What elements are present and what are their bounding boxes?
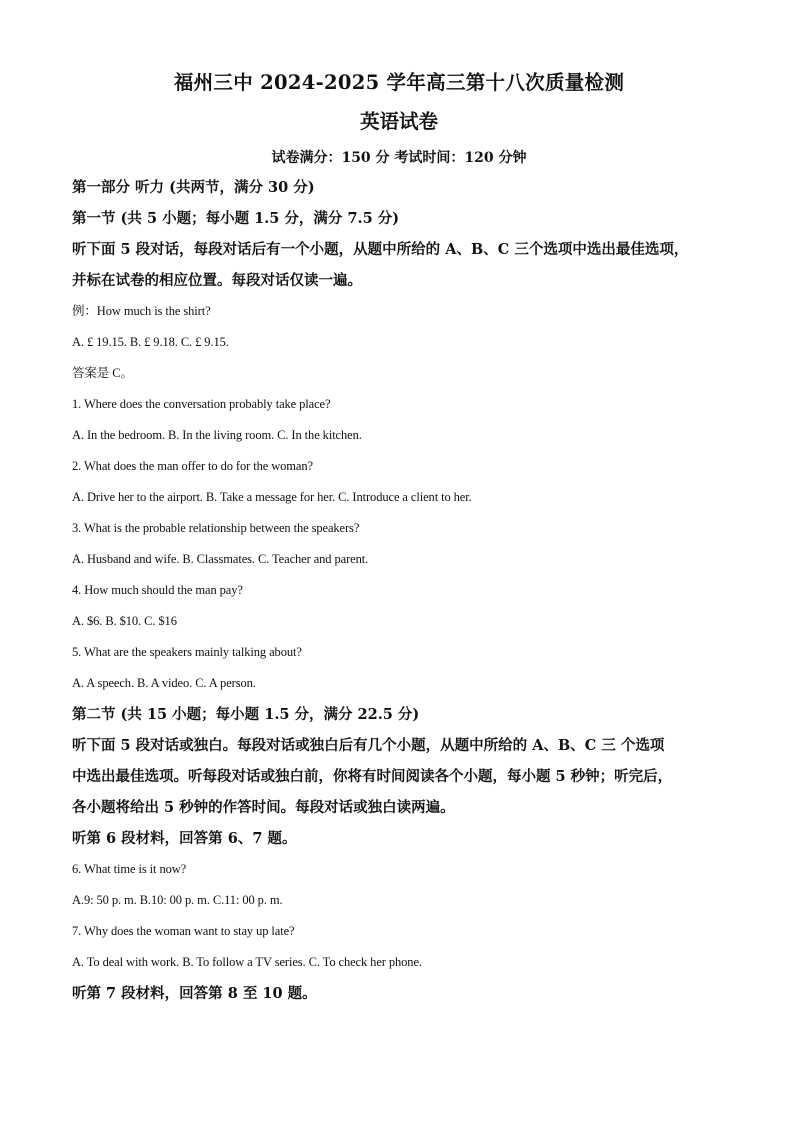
question-text: 3. What is the probable relationship between the speakers? [72,521,360,535]
section2-instruction-line: 中选出最佳选项。听每段对话或独白前，你将有时间阅读各个小题，每小题 5 秒钟；听完后， [72,768,673,785]
exam-info: 试卷满分：150 分 考试时间：120 分钟 [271,150,527,166]
section1-instruction-line: 听下面 5 段对话，每段对话后有一个小题，从题中所给的 A、B、C 三个选项中选出最佳选项， [72,241,689,258]
question-options: A. To deal with work. B. To follow a TV series. C. To check her phone. [72,955,422,969]
exam-title: 福州三中 2024-2025 学年高三第十八次质量检测 [173,71,625,94]
section1-heading: 第一节 (共 5 小题；每小题 1.5 分，满分 7.5 分) [72,210,400,227]
section2-instruction-line: 各小题将给出 5 秒钟的作答时间。每段对话或独白读两遍。 [72,799,455,816]
question-text: 5. What are the speakers mainly talking about? [72,645,302,659]
example-options: A. £ 19.15. B. £ 9.18. C. £ 9.15. [72,335,229,349]
question-text: 4. How much should the man pay? [72,583,243,597]
dialogue6-heading: 听第 6 段材料，回答第 6、7 题。 [72,830,297,847]
section1-instruction-line: 并标在试卷的相应位置。每段对话仅读一遍。 [72,272,362,289]
question-options: A. In the bedroom. B. In the living room. C. In the kitchen. [72,428,362,442]
question-text: 7. Why does the woman want to stay up late? [72,924,295,938]
question-options: A. Drive her to the airport. B. Take a message for her. C. Introduce a client to her. [72,490,472,504]
exam-subtitle: 英语试卷 [359,110,438,133]
question-text: 1. Where does the conversation probably take place? [72,397,331,411]
section2-instruction-line: 听下面 5 段对话或独白。每段对话或独白后有几个小题，从题中所给的 A、B、C 三 个选项 [72,737,665,754]
example-answer: 答案是 C。 [72,366,133,380]
question-options: A. $6. B. $10. C. $16 [72,614,177,628]
question-text: 6. What time is it now? [72,862,187,876]
question-text: 2. What does the man offer to do for the woman? [72,459,313,473]
example-question: 例：How much is the shirt? [72,304,211,318]
section2-heading: 第二节 (共 15 小题；每小题 1.5 分，满分 22.5 分) [72,706,420,723]
part1-heading: 第一部分 听力 (共两节，满分 30 分) [72,179,315,196]
question-options: A. Husband and wife. B. Classmates. C. Teacher and parent. [72,552,369,566]
question-options: A.9: 50 p. m. B.10: 00 p. m. C.11: 00 p. m. [72,893,283,907]
dialogue7-heading: 听第 7 段材料，回答第 8 至 10 题。 [72,985,317,1002]
question-options: A. A speech. B. A video. C. A person. [72,676,256,690]
